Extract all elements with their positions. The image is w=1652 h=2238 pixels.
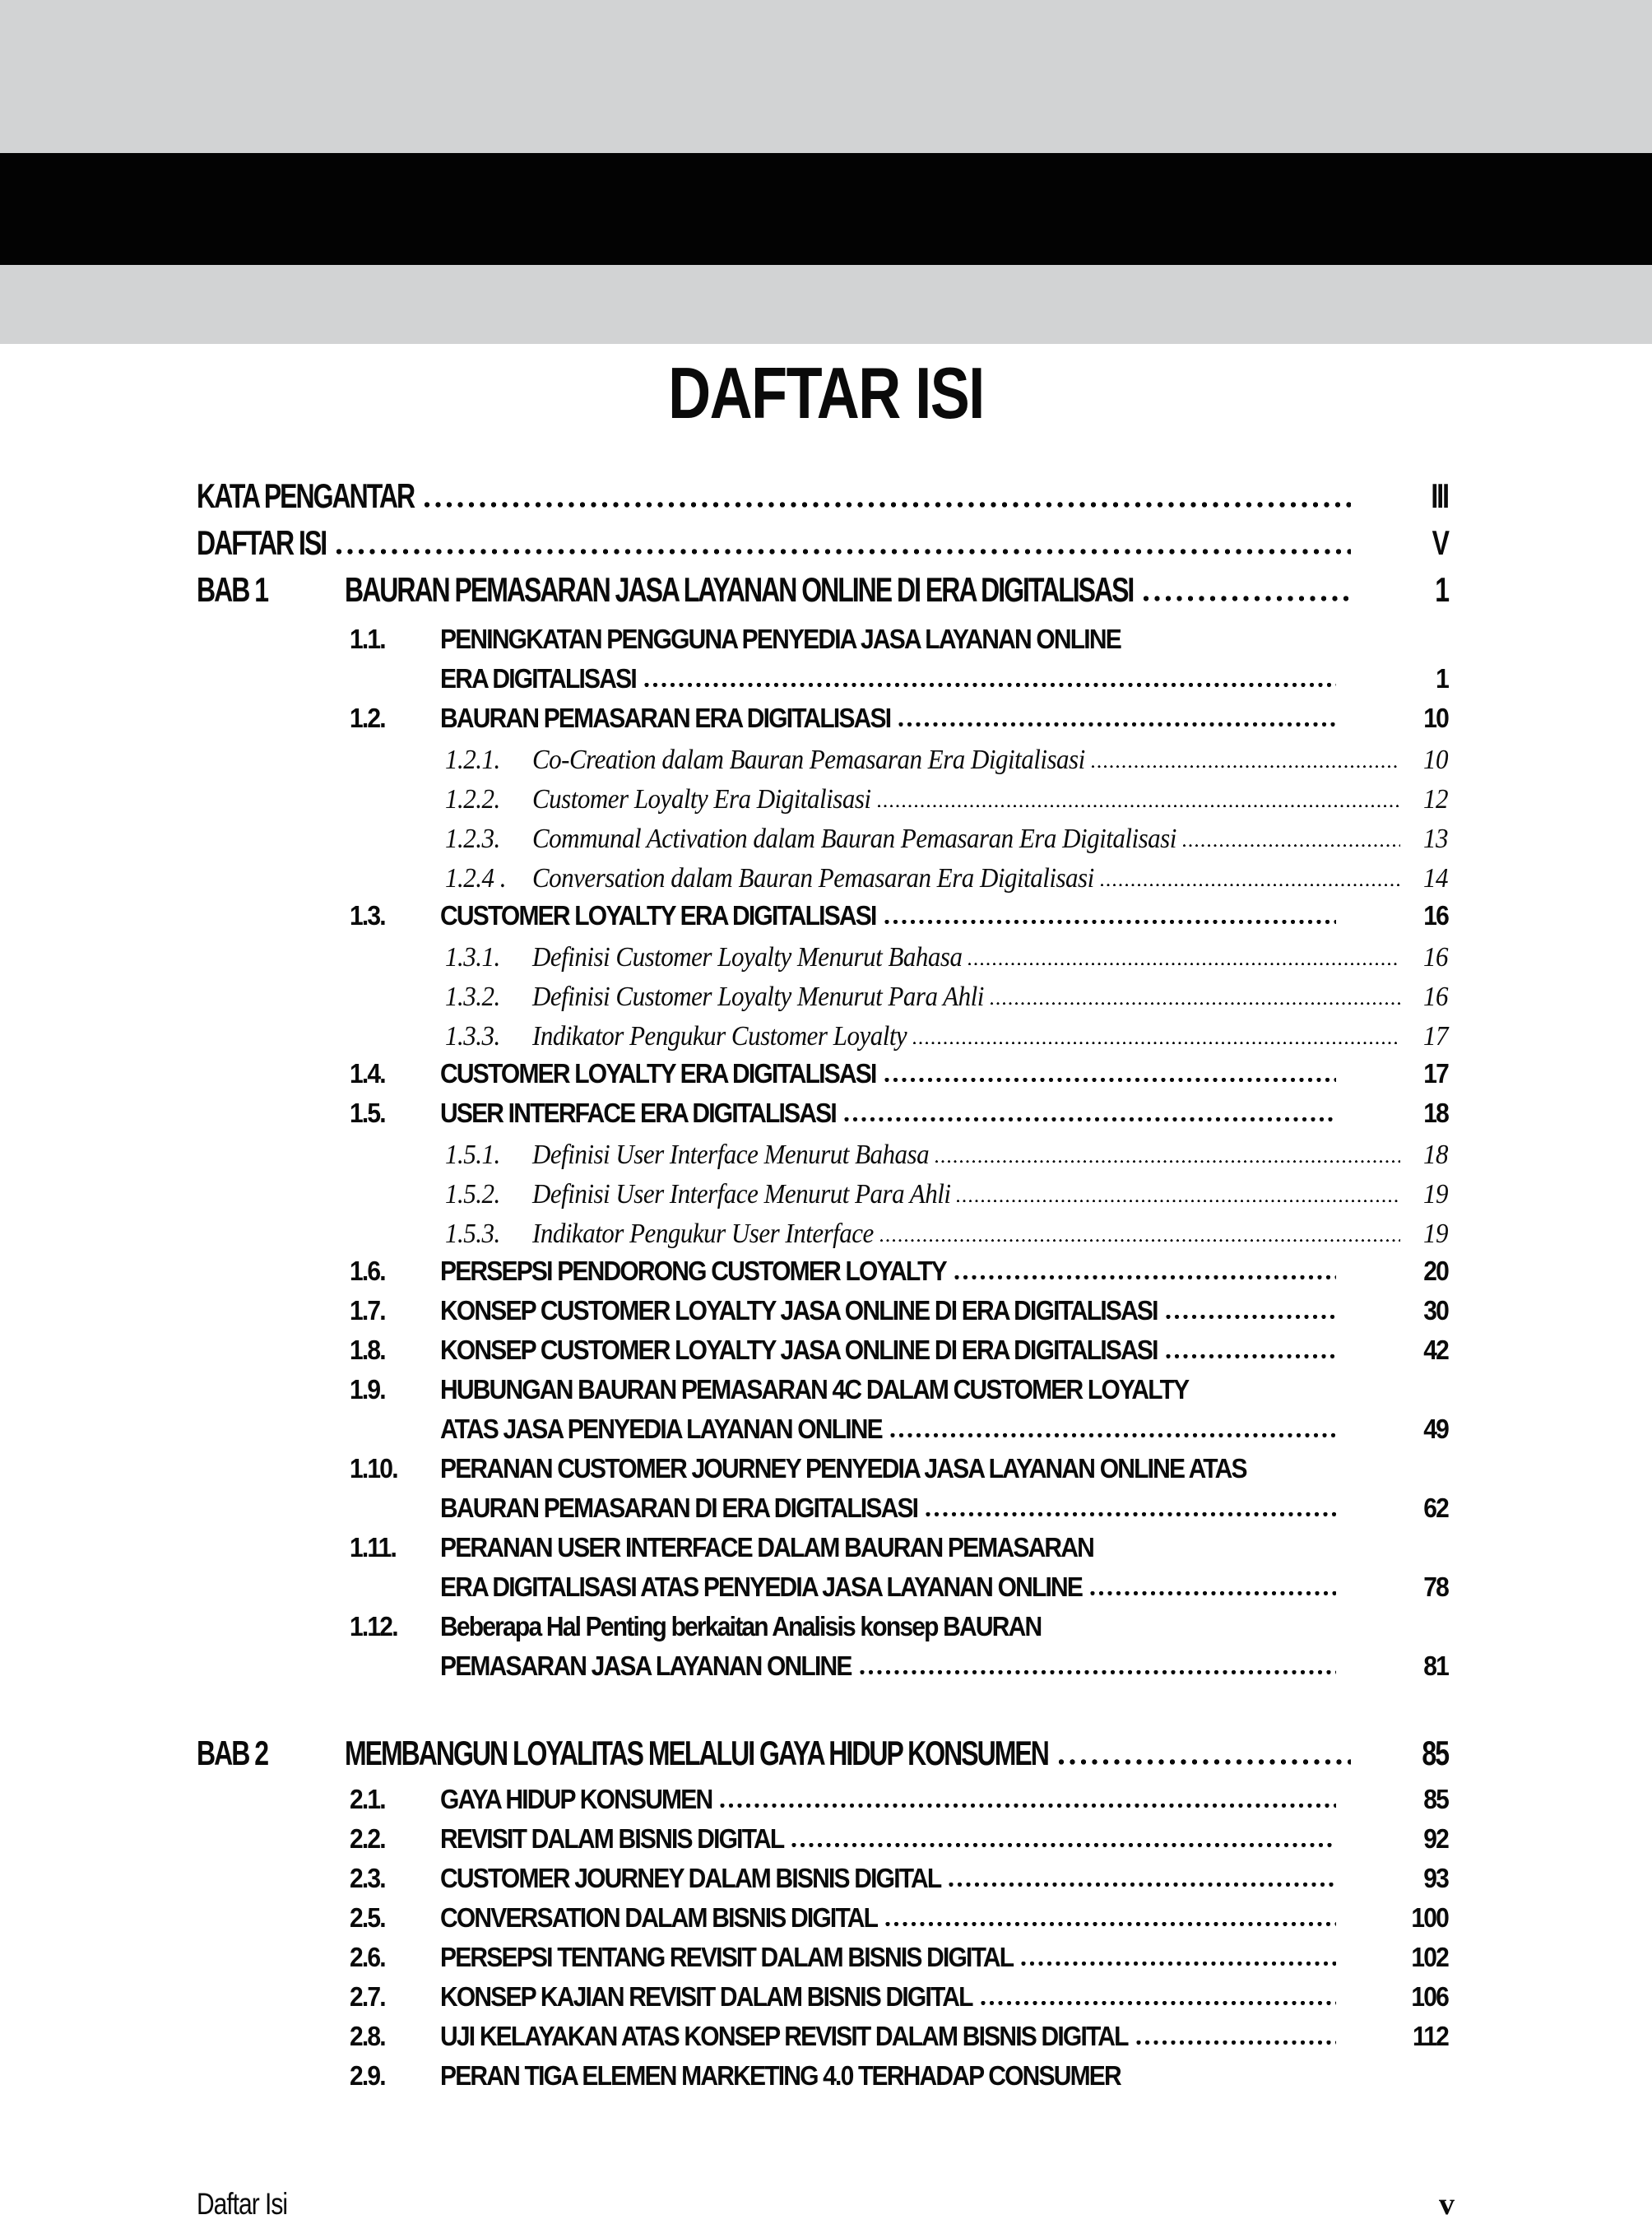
- toc-page-number: 106: [1411, 1981, 1448, 2013]
- subsection-title: Definisi Customer Loyalty Menurut Bahasa: [532, 940, 963, 973]
- section-title: PERANAN USER INTERFACE DALAM BAURAN PEMASARAN: [440, 1532, 1094, 1563]
- section-number: 1.3.: [350, 900, 385, 931]
- toc-row-section: [0, 624, 1652, 668]
- toc-row-subsection: [0, 1138, 1652, 1182]
- section-title-continued: ERA DIGITALISASI: [440, 663, 636, 694]
- dot-leader: [889, 1432, 1336, 1438]
- dot-leader: [912, 1041, 1400, 1045]
- toc-row-section: [0, 1256, 1652, 1300]
- subsection-number: 1.2.1.: [445, 743, 500, 775]
- toc-row-section: [0, 1863, 1652, 1907]
- dot-leader: [897, 722, 1336, 727]
- section-title: PERANAN CUSTOMER JOURNEY PENYEDIA JASA LAYANAN ONLINE ATAS: [440, 1453, 1246, 1484]
- subsection-number: 1.2.3.: [445, 822, 500, 854]
- dot-leader: [1164, 1353, 1336, 1359]
- toc-page-number: III: [1431, 476, 1448, 516]
- subsection-title: Definisi User Interface Menurut Para Ahli: [532, 1177, 951, 1210]
- toc-row-subsection: [0, 1019, 1652, 1063]
- section-title: PERSEPSI TENTANG REVISIT DALAM BISNIS DIGITAL: [440, 1942, 1014, 1973]
- toc-page-number: 62: [1423, 1493, 1448, 1524]
- toc-row-continuation: [0, 1414, 1652, 1458]
- toc-entry-label: DAFTAR ISI: [197, 523, 327, 563]
- section-title-continued: ATAS JASA PENYEDIA LAYANAN ONLINE: [440, 1414, 882, 1445]
- section-number: 1.4.: [350, 1058, 385, 1089]
- section-title: PENINGKATAN PENGGUNA PENYEDIA JASA LAYANAN ONLINE: [440, 624, 1121, 655]
- toc-row-section: [0, 703, 1652, 747]
- chapter-number: BAB 1: [197, 570, 268, 610]
- dot-leader: [334, 549, 1351, 555]
- subsection-title: Definisi User Interface Menurut Bahasa: [532, 1138, 930, 1170]
- toc-row-section: [0, 1058, 1652, 1103]
- section-number: 2.8.: [350, 2021, 385, 2052]
- subsection-number: 1.2.4 .: [445, 861, 506, 894]
- toc-page-number: 18: [1423, 1098, 1448, 1129]
- toc-row-section: [0, 1942, 1652, 1986]
- dot-leader: [858, 1669, 1336, 1675]
- chapter-number: BAB 2: [197, 1734, 268, 1773]
- dot-leader: [842, 1117, 1336, 1122]
- toc-page-number: 18: [1423, 1138, 1448, 1170]
- toc-row-continuation: [0, 1493, 1652, 1537]
- toc-row-continuation: [0, 663, 1652, 708]
- section-title: BAURAN PEMASARAN ERA DIGITALISASI: [440, 703, 891, 734]
- section-title: CUSTOMER LOYALTY ERA DIGITALISASI: [440, 900, 876, 931]
- dot-leader: [1019, 1961, 1336, 1966]
- dot-leader: [876, 804, 1401, 808]
- chapter-title: MEMBANGUN LOYALITAS MELALUI GAYA HIDUP KONSUMEN: [345, 1734, 1048, 1773]
- dot-leader: [790, 1842, 1336, 1848]
- dot-leader: [879, 1238, 1400, 1242]
- dot-leader: [883, 919, 1336, 925]
- toc-page-number: 85: [1423, 1784, 1448, 1815]
- dot-leader: [955, 1199, 1400, 1203]
- toc-row-subsection: [0, 1217, 1652, 1261]
- dot-leader: [1056, 1759, 1351, 1765]
- section-number: 2.6.: [350, 1942, 385, 1973]
- toc-page-number: 10: [1423, 743, 1448, 775]
- toc-row-subsection: [0, 980, 1652, 1024]
- toc-row-section: [0, 1823, 1652, 1868]
- toc-row-chapter: [0, 570, 1652, 629]
- toc-row-section: [0, 1784, 1652, 1828]
- table-of-contents: [0, 476, 1652, 2105]
- toc-row-section: [0, 1902, 1652, 1947]
- toc-row-subsection: [0, 1177, 1652, 1221]
- section-number: 1.12.: [350, 1611, 397, 1642]
- toc-row-section: [0, 900, 1652, 945]
- toc-page-number: 42: [1423, 1335, 1448, 1366]
- toc-row-section: [0, 1374, 1652, 1418]
- toc-row-section: [0, 2021, 1652, 2065]
- dot-leader: [1135, 2040, 1336, 2045]
- toc-page-number: 12: [1423, 782, 1448, 815]
- subsection-title: Conversation dalam Bauran Pemasaran Era Digitalisasi: [532, 861, 1094, 894]
- dot-leader: [1099, 883, 1400, 887]
- chapter-title: BAURAN PEMASARAN JASA LAYANAN ONLINE DI ERA DIGITALISASI: [345, 570, 1134, 610]
- header-band-gray-top: [0, 0, 1652, 153]
- section-number: 1.5.: [350, 1098, 385, 1129]
- toc-row-continuation: [0, 1651, 1652, 1695]
- section-number: 1.1.: [350, 624, 385, 655]
- toc-page-number: 19: [1423, 1217, 1448, 1249]
- toc-row-section: [0, 1532, 1652, 1576]
- section-title-continued: PEMASARAN JASA LAYANAN ONLINE: [440, 1651, 852, 1682]
- section-title: CUSTOMER LOYALTY ERA DIGITALISASI: [440, 1058, 876, 1089]
- toc-page-number: 78: [1423, 1572, 1448, 1603]
- dot-leader: [718, 1803, 1336, 1809]
- section-number: 2.7.: [350, 1981, 385, 2013]
- dot-leader: [947, 1882, 1336, 1887]
- page-footer: [197, 2189, 1455, 2220]
- toc-page-number: 81: [1423, 1651, 1448, 1682]
- toc-page-number: 100: [1411, 1902, 1448, 1934]
- section-title-continued: BAURAN PEMASARAN DI ERA DIGITALISASI: [440, 1493, 918, 1524]
- toc-row-section: [0, 1453, 1652, 1497]
- dot-leader: [967, 962, 1400, 966]
- header-band-gray-bottom: [0, 265, 1652, 344]
- toc-row-section: [0, 1295, 1652, 1340]
- section-number: 2.2.: [350, 1823, 385, 1855]
- subsection-title: Indikator Pengukur User Interface: [532, 1217, 874, 1249]
- dot-leader: [1088, 1590, 1336, 1596]
- subsection-title: Co-Creation dalam Bauran Pemasaran Era Digitalisasi: [532, 743, 1085, 775]
- toc-page-number: 102: [1411, 1942, 1448, 1973]
- dot-leader: [934, 1159, 1400, 1163]
- toc-page-number: 112: [1413, 2021, 1448, 2052]
- section-title: PERAN TIGA ELEMEN MARKETING 4.0 TERHADAP CONSUMER: [440, 2060, 1121, 2092]
- section-number: 2.3.: [350, 1863, 385, 1894]
- toc-row-subsection: [0, 822, 1652, 866]
- toc-page-number: 85: [1422, 1734, 1448, 1773]
- section-title-continued: ERA DIGITALISASI ATAS PENYEDIA JASA LAYANAN ONLINE: [440, 1572, 1083, 1603]
- toc-page-number: 14: [1423, 861, 1448, 894]
- section-number: 1.2.: [350, 703, 385, 734]
- page-title-wrap: [0, 354, 1652, 434]
- section-number: 1.9.: [350, 1374, 385, 1405]
- toc-row-section: [0, 1335, 1652, 1379]
- toc-row-section: [0, 1098, 1652, 1142]
- toc-page-number: 16: [1423, 940, 1448, 973]
- section-title: UJI KELAYAKAN ATAS KONSEP REVISIT DALAM BISNIS DIGITAL: [440, 2021, 1128, 2052]
- toc-page-number: 17: [1423, 1058, 1448, 1089]
- toc-page-number: 17: [1423, 1019, 1448, 1052]
- section-number: 1.11.: [350, 1532, 397, 1563]
- toc-row-section: [0, 1981, 1652, 2026]
- section-number: 1.6.: [350, 1256, 385, 1287]
- section-title: REVISIT DALAM BISNIS DIGITAL: [440, 1823, 784, 1855]
- toc-row-continuation: [0, 1572, 1652, 1616]
- toc-row-subsection: [0, 861, 1652, 905]
- subsection-title: Customer Loyalty Era Digitalisasi: [532, 782, 871, 815]
- dot-leader: [1141, 596, 1351, 601]
- section-title: KONSEP KAJIAN REVISIT DALAM BISNIS DIGITAL: [440, 1981, 972, 2013]
- section-number: 2.5.: [350, 1902, 385, 1934]
- toc-page-number: 49: [1423, 1414, 1448, 1445]
- footer-page-number: v: [1439, 2187, 1455, 2222]
- toc-page-number: 1: [1435, 570, 1448, 610]
- subsection-title: Communal Activation dalam Bauran Pemasaran Era Digitalisasi: [532, 822, 1176, 854]
- dot-leader: [1090, 764, 1400, 768]
- toc-page-number: 13: [1423, 822, 1448, 854]
- dot-leader: [953, 1275, 1336, 1280]
- toc-row-chapter: [0, 1734, 1652, 1789]
- dot-leader: [1164, 1314, 1336, 1320]
- dot-leader: [924, 1511, 1336, 1517]
- subsection-title: Definisi Customer Loyalty Menurut Para Ahli: [532, 980, 984, 1012]
- page-title: DAFTAR ISI: [668, 354, 984, 434]
- toc-page-number: 20: [1423, 1256, 1448, 1287]
- dot-leader: [883, 1077, 1336, 1083]
- footer-section-label: Daftar Isi: [197, 2187, 288, 2222]
- section-title: PERSEPSI PENDORONG CUSTOMER LOYALTY: [440, 1256, 946, 1287]
- dot-leader: [979, 2000, 1336, 2006]
- subsection-number: 1.2.2.: [445, 782, 500, 815]
- toc-row-section: [0, 2060, 1652, 2105]
- subsection-number: 1.5.1.: [445, 1138, 500, 1170]
- toc-page-number: 16: [1423, 980, 1448, 1012]
- toc-page-number: 30: [1423, 1295, 1448, 1326]
- dot-leader: [1181, 843, 1400, 847]
- section-title: GAYA HIDUP KONSUMEN: [440, 1784, 712, 1815]
- section-title: CUSTOMER JOURNEY DALAM BISNIS DIGITAL: [440, 1863, 941, 1894]
- toc-entry-label: KATA PENGANTAR: [197, 476, 415, 516]
- toc-page-number: V: [1432, 523, 1448, 563]
- toc-page-number: 19: [1423, 1177, 1448, 1210]
- section-title: KONSEP CUSTOMER LOYALTY JASA ONLINE DI ERA DIGITALISASI: [440, 1295, 1158, 1326]
- section-number: 1.7.: [350, 1295, 385, 1326]
- dot-leader: [884, 1921, 1336, 1927]
- dot-leader: [989, 1001, 1400, 1005]
- subsection-title: Indikator Pengukur Customer Loyalty: [532, 1019, 907, 1052]
- section-title: Beberapa Hal Penting berkaitan Analisis konsep BAURAN: [440, 1611, 1042, 1642]
- subsection-number: 1.3.2.: [445, 980, 500, 1012]
- section-title: HUBUNGAN BAURAN PEMASARAN 4C DALAM CUSTOMER LOYALTY: [440, 1374, 1189, 1405]
- dot-leader: [643, 682, 1336, 688]
- section-title: USER INTERFACE ERA DIGITALISASI: [440, 1098, 836, 1129]
- toc-page-number: 93: [1423, 1863, 1448, 1894]
- section-number: 2.9.: [350, 2060, 385, 2092]
- dot-leader: [422, 502, 1351, 508]
- toc-row-subsection: [0, 782, 1652, 826]
- toc-row-subsection: [0, 940, 1652, 984]
- subsection-number: 1.3.3.: [445, 1019, 500, 1052]
- toc-page-number: 10: [1423, 703, 1448, 734]
- toc-page-number: 1: [1436, 663, 1448, 694]
- subsection-number: 1.3.1.: [445, 940, 500, 973]
- section-number: 2.1.: [350, 1784, 385, 1815]
- subsection-number: 1.5.3.: [445, 1217, 500, 1249]
- toc-row-section: [0, 1611, 1652, 1655]
- header-band-black: [0, 153, 1652, 265]
- section-title: CONVERSATION DALAM BISNIS DIGITAL: [440, 1902, 878, 1934]
- subsection-number: 1.5.2.: [445, 1177, 500, 1210]
- section-number: 1.8.: [350, 1335, 385, 1366]
- section-title: KONSEP CUSTOMER LOYALTY JASA ONLINE DI ERA DIGITALISASI: [440, 1335, 1158, 1366]
- section-number: 1.10.: [350, 1453, 397, 1484]
- toc-page-number: 16: [1423, 900, 1448, 931]
- toc-page-number: 92: [1423, 1823, 1448, 1855]
- toc-row-subsection: [0, 743, 1652, 787]
